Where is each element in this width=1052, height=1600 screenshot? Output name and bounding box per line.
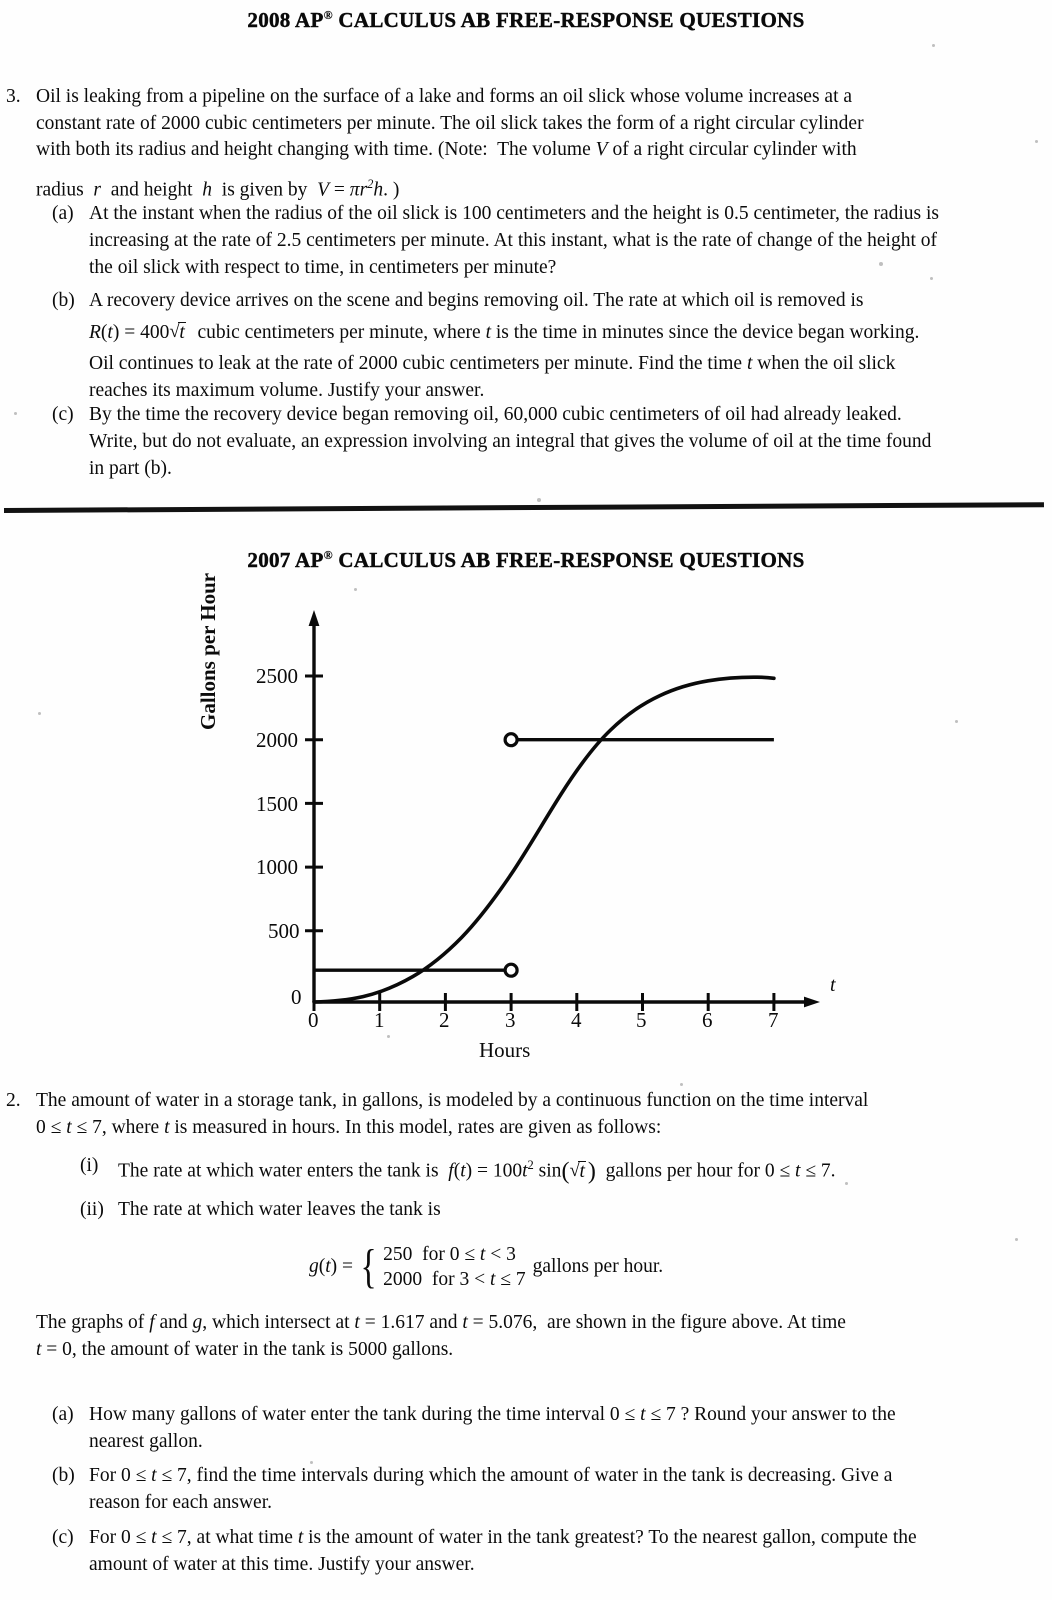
y-tick-label-1500: 1500 — [256, 792, 298, 816]
q3-part-c-body — [89, 401, 1039, 482]
q3-part-b-label: (b) — [52, 290, 75, 311]
section-divider-rule — [4, 502, 1044, 513]
page-header-2008 — [0, 8, 1052, 33]
x-tick-label-2: 2 — [439, 1008, 450, 1032]
q2-note-paragraph — [36, 1310, 1046, 1363]
g-piecewise-lhs: g(t) = — [309, 1256, 354, 1277]
question-2-number: 2. — [6, 1090, 21, 1111]
q2-part-b-label: (b) — [52, 1465, 75, 1486]
piecewise-case-2: 2000 for 3 < t ≤ 7 — [383, 1269, 526, 1290]
piecewise-brace: { — [360, 1240, 377, 1294]
q2-stem-line-2: 0 ≤ t ≤ 7, where t is measured in hours. In this model, rates are given as follows: — [36, 1116, 662, 1138]
q2-item-ii-body: The rate at which water leaves the tank is — [118, 1199, 441, 1220]
g-piecewise-definition — [309, 1242, 663, 1292]
q3c-line-3: in part (b). — [89, 458, 172, 479]
q3c-line-2: Write, but do not evaluate, an expression involving an integral that gives the volume of oil at the time found — [89, 431, 932, 452]
q2a-line-1: How many gallons of water enter the tank during the time interval 0 ≤ t ≤ 7 ? Round your answer to the — [89, 1404, 896, 1425]
q3b-line-4: reaches its maximum volume. Justify your answer. — [89, 380, 485, 401]
q2-item-i-label: (i) — [80, 1155, 99, 1176]
q3c-line-1: By the time the recovery device began removing oil, 60,000 cubic centimeters of oil had already leaked. — [89, 404, 902, 425]
question-3-stem — [36, 84, 1036, 204]
q2-item-i-body: The rate at which water enters the tank is $f(t) = 100t^2$ sin( √ t ) gallons per hour for 0 ≤ t ≤ 7. — [118, 1152, 1038, 1186]
y-tick-label-500: 500 — [268, 919, 300, 943]
y-tick-label-2500: 2500 — [256, 664, 298, 688]
scan-speck — [680, 1083, 683, 1086]
q2-stem-line-1: The amount of water in a storage tank, in gallons, is modeled by a continuous function on the time interval — [36, 1090, 869, 1111]
x-tick-label-4: 4 — [571, 1008, 582, 1032]
q3-part-c-label: (c) — [52, 404, 74, 425]
scan-speck — [879, 262, 883, 266]
x-tick-label-3: 3 — [505, 1008, 516, 1032]
q3-stem-line-1: Oil is leaking from a pipeline on the surface of a lake and forms an oil slick whose volume increases at a — [36, 86, 853, 107]
scan-speck — [930, 277, 933, 280]
f-curve — [314, 677, 774, 1002]
scan-speck — [14, 412, 17, 415]
registered-trademark-icon: ® — [323, 548, 333, 562]
q3b-line-3: Oil continues to leak at the rate of 2000 cubic centimeters per minute. Find the time t when the oil slick — [89, 353, 896, 374]
q2-part-c-body — [89, 1524, 1052, 1578]
y-tick-label-0: 0 — [291, 985, 302, 1009]
q2-part-a-body — [89, 1401, 1044, 1455]
question-3-number: 3. — [6, 86, 21, 107]
x-tick-label-6: 6 — [702, 1008, 713, 1032]
q3-part-b-body — [89, 287, 1039, 404]
registered-trademark-icon: ® — [323, 8, 333, 22]
q3-part-a-label: (a) — [52, 203, 74, 224]
scan-speck — [1035, 140, 1038, 143]
x-tick-label-5: 5 — [636, 1008, 647, 1032]
scan-speck — [354, 588, 357, 591]
q2-part-b-body — [89, 1462, 1049, 1516]
x-axis-arrowhead — [804, 997, 820, 1008]
scan-speck — [38, 712, 41, 715]
x-tick-label-0: 0 — [308, 1008, 319, 1032]
q2c-line-2: amount of water at this time. Justify your answer. — [89, 1554, 475, 1575]
scan-speck — [537, 498, 541, 502]
g-low-open-endpoint — [505, 964, 517, 976]
scan-speck — [955, 720, 958, 723]
header-2007-text: 2007 AP® CALCULUS AB FREE-RESPONSE QUESTIONS — [247, 548, 805, 572]
q3-stem-line-4: radius r and height h is given by $V = \pi r^2h$. ) — [36, 176, 400, 200]
question-2-stem — [36, 1088, 1041, 1141]
q2c-line-1: For 0 ≤ t ≤ 7, at what time t is the amount of water in the tank greatest? To the nearest gallon, compute the — [89, 1527, 917, 1548]
g-high-open-endpoint — [505, 734, 517, 746]
q3a-line-1: At the instant when the radius of the oil slick is 100 centimeters and the height is 0.5 centimeter, the radius is — [89, 203, 939, 224]
x-tick-label-1: 1 — [374, 1008, 385, 1032]
q3-stem-line-3: with both its radius and height changing with time. (Note: The volume V of a right circular cylinder with — [36, 139, 857, 160]
q2-part-c-label: (c) — [52, 1527, 74, 1548]
scan-speck — [1015, 1238, 1018, 1241]
y-tick-label-1000: 1000 — [256, 855, 298, 879]
piecewise-case-1: 250 for 0 ≤ t < 3 — [383, 1244, 516, 1265]
x-axis-variable-label: t — [830, 974, 836, 996]
chart-x-axis-label: Hours — [479, 1038, 531, 1062]
q2-note-line-2: t = 0, the amount of water in the tank is 5000 gallons. — [36, 1338, 454, 1360]
q2-part-a-label: (a) — [52, 1404, 74, 1425]
q3a-line-2: increasing at the rate of 2.5 centimeters per minute. At this instant, what is the rate of change of the height of — [89, 230, 937, 251]
x-tick-label-7: 7 — [768, 1008, 779, 1032]
scan-speck — [387, 1035, 390, 1038]
q2b-line-2: reason for each answer. — [89, 1492, 272, 1513]
q3a-line-3: the oil slick with respect to time, in centimeters per minute? — [89, 257, 557, 278]
q3b-line-1: A recovery device arrives on the scene and begins removing oil. The rate at which oil is removed is — [89, 290, 864, 311]
piecewise-cases — [383, 1242, 526, 1292]
q3b-line-2: R(t) = 400 √ t cubic centimeters per minute, where t is the time in minutes since the device began working. — [89, 319, 1039, 346]
chart-y-axis-label: Gallons per Hour — [196, 572, 220, 730]
header-2008-text: 2008 AP® CALCULUS AB FREE-RESPONSE QUESTIONS — [247, 8, 805, 32]
scan-speck — [310, 1461, 313, 1464]
q2a-line-2: nearest gallon. — [89, 1431, 203, 1452]
q2-note-line-1: The graphs of f and g, which intersect at t = 1.617 and t = 5.076, are shown in the figure above. At time — [36, 1312, 846, 1333]
y-axis-arrowhead — [309, 610, 320, 626]
y-tick-label-2000: 2000 — [256, 728, 298, 752]
piecewise-units: gallons per hour. — [532, 1256, 664, 1277]
page-header-2007 — [0, 548, 1052, 573]
scan-speck — [845, 1182, 848, 1185]
q2-item-ii-label: (ii) — [80, 1199, 104, 1220]
chart-plot-area — [305, 610, 820, 1011]
scan-speck — [932, 44, 935, 47]
q3-part-a-body — [89, 200, 1037, 281]
q2b-line-1: For 0 ≤ t ≤ 7, find the time intervals during which the amount of water in the tank is decreasing. Give a — [89, 1465, 893, 1486]
q3-stem-line-2: constant rate of 2000 cubic centimeters per minute. The oil slick takes the form of a right circular cylinder — [36, 112, 864, 134]
